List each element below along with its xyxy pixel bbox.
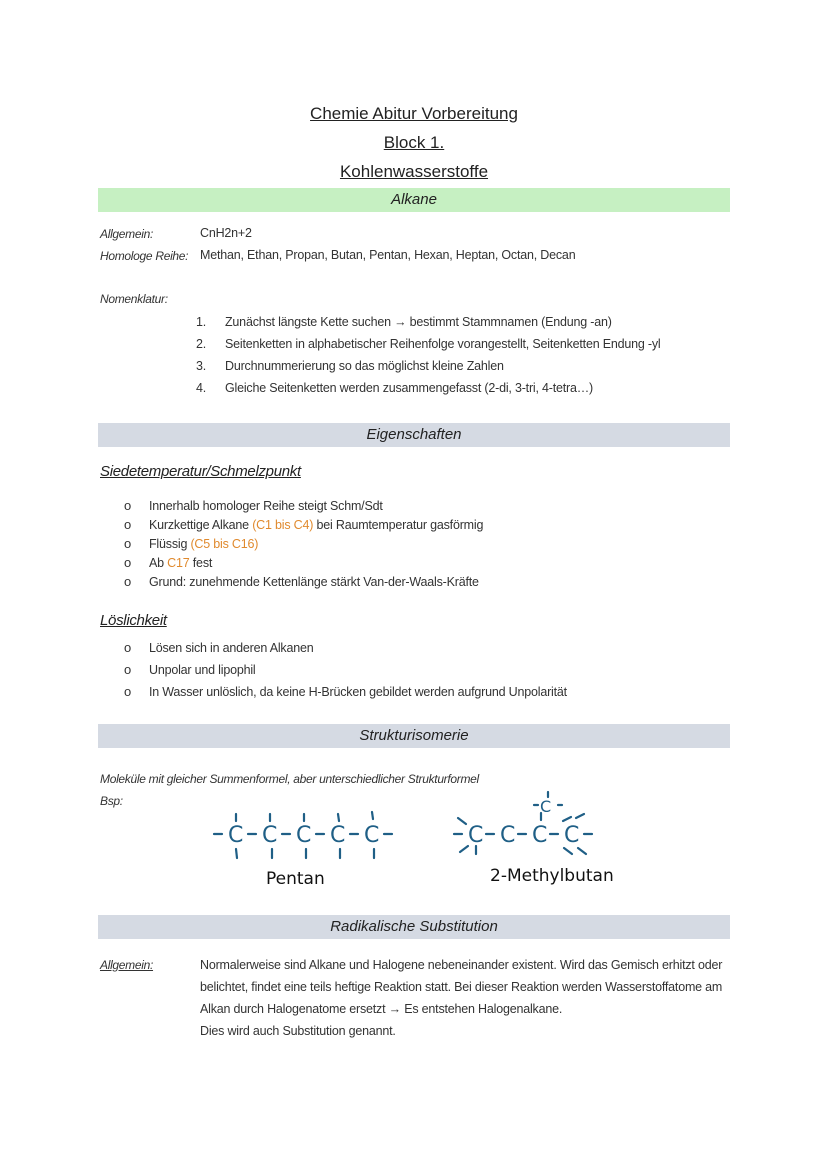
paragraph-line: belichtet, findet eine teils heftige Reaktion statt. Bei dieser Reaktion werden Wasserstoffatome am [200,980,723,994]
list-item [124,572,483,591]
atom-c: C [330,823,346,848]
homologe-label: Homologe Reihe: [100,249,189,263]
list-item [124,659,567,681]
bullet-icon: o [124,662,132,677]
title-line-2: Block 1. [383,133,445,152]
list-number: 3. [196,359,207,373]
section-band-alkane: Alkane [98,188,730,212]
list-item [124,553,483,572]
siedetemperatur-heading: Siedetemperatur/Schmelzpunkt [100,463,301,480]
section-band-radikalische: Radikalische Substitution [98,915,730,939]
list-number: 2. [196,337,207,351]
list-item [124,534,483,553]
list-text: Grund: zunehmende Kettenlänge stärkt Van-der-Waals-Kräfte [149,575,479,589]
atom-c: C [532,823,548,848]
list-item [124,637,567,659]
section-band-eigenschaften: Eigenschaften [98,423,730,447]
atom-c: C [500,823,516,848]
section-band-strukturisomerie: Strukturisomerie [98,724,730,748]
atom-c: C [296,823,312,848]
bullet-icon: o [124,555,132,570]
allgemein-label: Allgemein: [100,227,154,241]
title-line-1: Chemie Abitur Vorbereitung [310,104,518,123]
bullet-icon: o [124,498,132,513]
homologe-value: Methan, Ethan, Propan, Butan, Pentan, Hexan, Heptan, Octan, Decan [200,248,576,262]
pentan-label: Pentan [266,869,325,889]
nomenklatur-list [196,311,661,399]
list-item [124,515,483,534]
atom-c: C [468,823,484,848]
list-number: 1. [196,315,207,329]
siede-list [124,496,483,591]
paragraph-line: Dies wird auch Substitution genannt. [200,1024,396,1038]
bullet-icon: o [124,517,132,532]
list-text: bei Raumtemperatur gasförmig [313,518,484,532]
list-text: Seitenketten in alphabetischer Reihenfolge vorangestellt, Seitenketten Endung -yl [225,337,661,351]
atom-c: C [228,823,244,848]
radikal-paragraph [200,954,730,1042]
list-number: 4. [196,381,207,395]
title-line-3: Kohlenwasserstoffe [339,162,489,181]
list-text: Kurzkettige Alkane [149,518,253,532]
paragraph-line: Normalerweise sind Alkane und Halogene nebeneinander existent. Wird das Gemisch erhitzt oder [200,958,723,972]
list-item [196,311,661,333]
highlight-text: C17 [167,556,190,570]
list-text: Innerhalb homologer Reihe steigt Schm/Sdt [149,499,383,513]
nomenklatur-label: Nomenklatur: [100,292,168,306]
loes-list [124,637,567,703]
atom-c: C [262,823,278,848]
bullet-icon: o [124,640,132,655]
atom-c: C [564,823,580,848]
paragraph-line: Alkan durch Halogenatome ersetzt → Es entstehen Halogenalkane. [200,1002,563,1016]
atom-c: C [364,823,380,848]
radikal-allgemein-label: Allgemein: [100,958,154,972]
loeslichkeit-heading: Löslichkeit [100,612,167,629]
list-text: Zunächst längste Kette suchen → bestimmt Stammnamen (Endung -an) [225,315,612,329]
structure-drawing [200,788,620,892]
bullet-icon: o [124,574,132,589]
list-item [196,377,661,399]
highlight-text: (C5 bis C16) [190,537,259,551]
list-item [196,333,661,355]
list-item [196,355,661,377]
allgemein-value: CnH2n+2 [200,226,252,240]
methylbutan-label: 2-Methylbutan [490,866,614,886]
struktur-definition: Moleküle mit gleicher Summenformel, aber unterschiedlicher Strukturformel [100,772,479,786]
list-text: In Wasser unlöslich, da keine H-Brücken gebildet werden aufgrund Unpolarität [149,685,567,699]
highlight-text: (C1 bis C4) [252,518,314,532]
atom-labels [228,797,579,848]
list-text: Durchnummerierung so das möglichst kleine Zahlen [225,359,504,373]
list-text: Ab [149,556,168,570]
list-text: Lösen sich in anderen Alkanen [149,641,314,655]
bullet-icon: o [124,536,132,551]
list-text: Unpolar und lipophil [149,663,256,677]
list-item [124,496,483,515]
bullet-icon: o [124,684,132,699]
bsp-label: Bsp: [100,794,123,808]
atom-c: C [540,797,552,816]
list-text: Gleiche Seitenketten werden zusammengefasst (2-di, 3-tri, 4-tetra…) [225,381,594,395]
list-item [124,681,567,703]
list-text: Flüssig [149,537,191,551]
list-text: fest [189,556,213,570]
